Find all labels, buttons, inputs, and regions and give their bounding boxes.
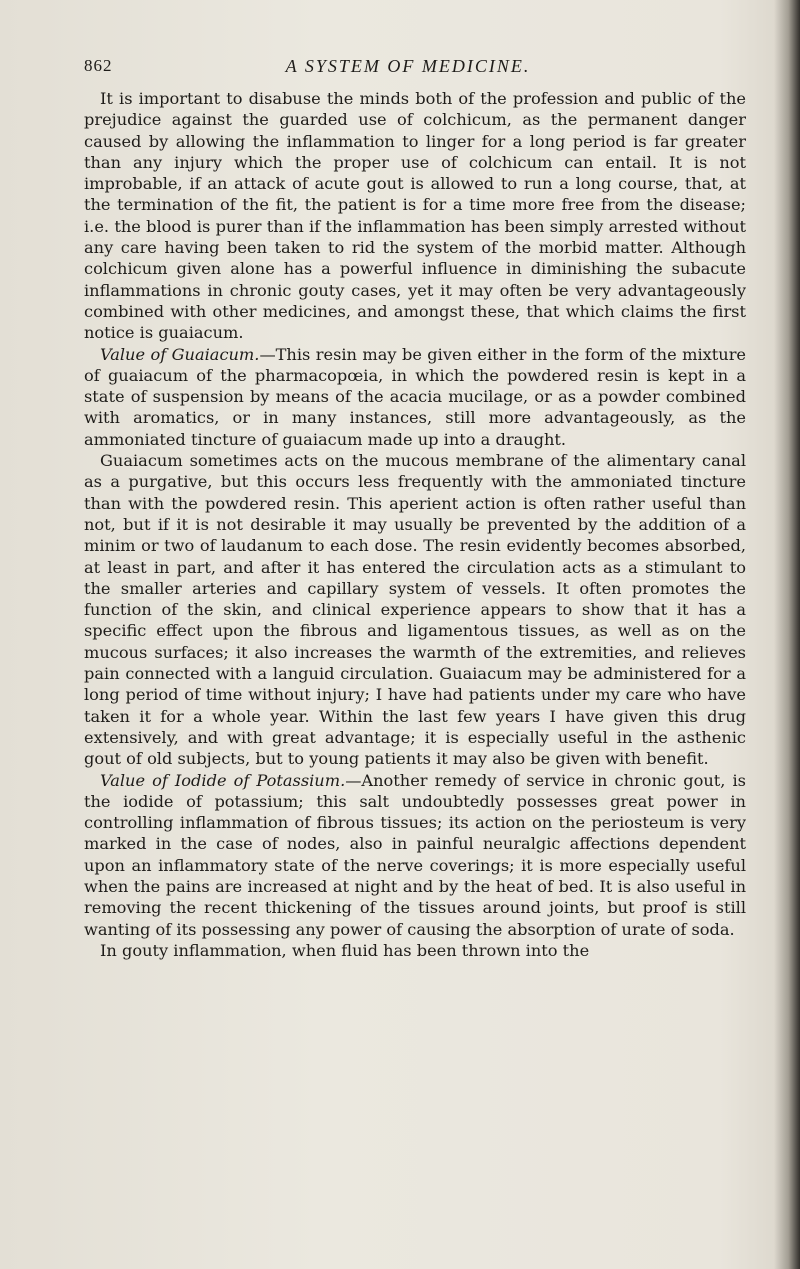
paragraph (84, 940, 746, 961)
running-head: A SYSTEM OF MEDICINE. (285, 56, 531, 76)
page-header (84, 56, 732, 80)
section-lead: Value of Iodide of Potassium. (100, 770, 346, 790)
paragraph-text: It is important to disabuse the minds both of the profession and public of the prejudice against the guarded use of colchicum, as the permanent danger caused by allowing the inflammation to linger for a long period is far greater than any injury which the proper use of colchicum can entail. It is not improbable, if an attack of acute gout is allowed to run a long course, that, at the termination of the fit, the patient is for a time more free from the disease; i.e. the blood is purer than if the inflammation has been simply arrested without any care having been taken to rid the system of the morbid matter. Although colchicum given alone has a powerful influence in diminishing the subacute inflammations in chronic gouty cases, yet it may often be very advantageously combined with other medicines, and amongst these, that which claims the first notice is guaiacum. (84, 89, 746, 343)
paragraph (84, 770, 746, 940)
paragraph-text: —This resin may be given either in the form of the mixture of guaiacum of the pharmacopœia, in which the powdered resin is kept in a state of suspension by means of the acacia mucilage, or as a powder combined with aromatics, or in many instances, still more advantageously, as the ammoniated tincture of guaiacum made up into a draught. (84, 344, 747, 449)
paragraph (84, 88, 746, 344)
binding-shadow (774, 0, 800, 1269)
paragraph-text: In gouty inflammation, when fluid has been thrown into the (100, 940, 590, 960)
paragraph-text: —Another remedy of service in chronic gout, is the iodide of potassium; this salt undoubtedly possesses great power in controlling inflammation of fibrous tissues; its action on the periosteum is very marked in the case of nodes, also in painful neuralgic affections dependent upon an inflammatory state of the nerve coverings; it is more especially useful when the pains are increased at night and by the heat of bed. It is also useful in removing the recent thickening of the tissues around joints, but proof is still wanting of its possessing any power of causing the absorption of urate of soda. (84, 770, 746, 939)
body-text (84, 88, 746, 961)
paragraph (84, 450, 746, 769)
page-number: 862 (84, 56, 113, 75)
paragraph (84, 344, 746, 450)
section-lead: Value of Guaiacum. (100, 344, 260, 364)
paragraph-text: Guaiacum sometimes acts on the mucous membrane of the alimentary canal as a purgative, but this occurs less frequently with the ammoniated tincture than with the powdered resin. This aperient action is often rather useful than not, but if it is not desirable it may usually be prevented by the addition of a minim or two of laudanum to each dose. The resin evidently becomes absorbed, at least in part, and after it has entered the circulation acts as a stimulant to the smaller arteries and capillary system of vessels. It often promotes the function of the skin, and clinical experience appears to show that it has a specific effect upon the fibrous and ligamentous tissues, as well as on the mucous surfaces; it also increases the warmth of the extremities, and relieves pain connected with a languid circulation. Guaiacum may be administered for a long period of time without injury; I have had patients under my care who have taken it for a whole year. Within the last few years I have given this drug extensively, and with great advantage; it is especially useful in the asthenic gout of old subjects, but to young patients it may also be given with benefit. (84, 451, 746, 769)
